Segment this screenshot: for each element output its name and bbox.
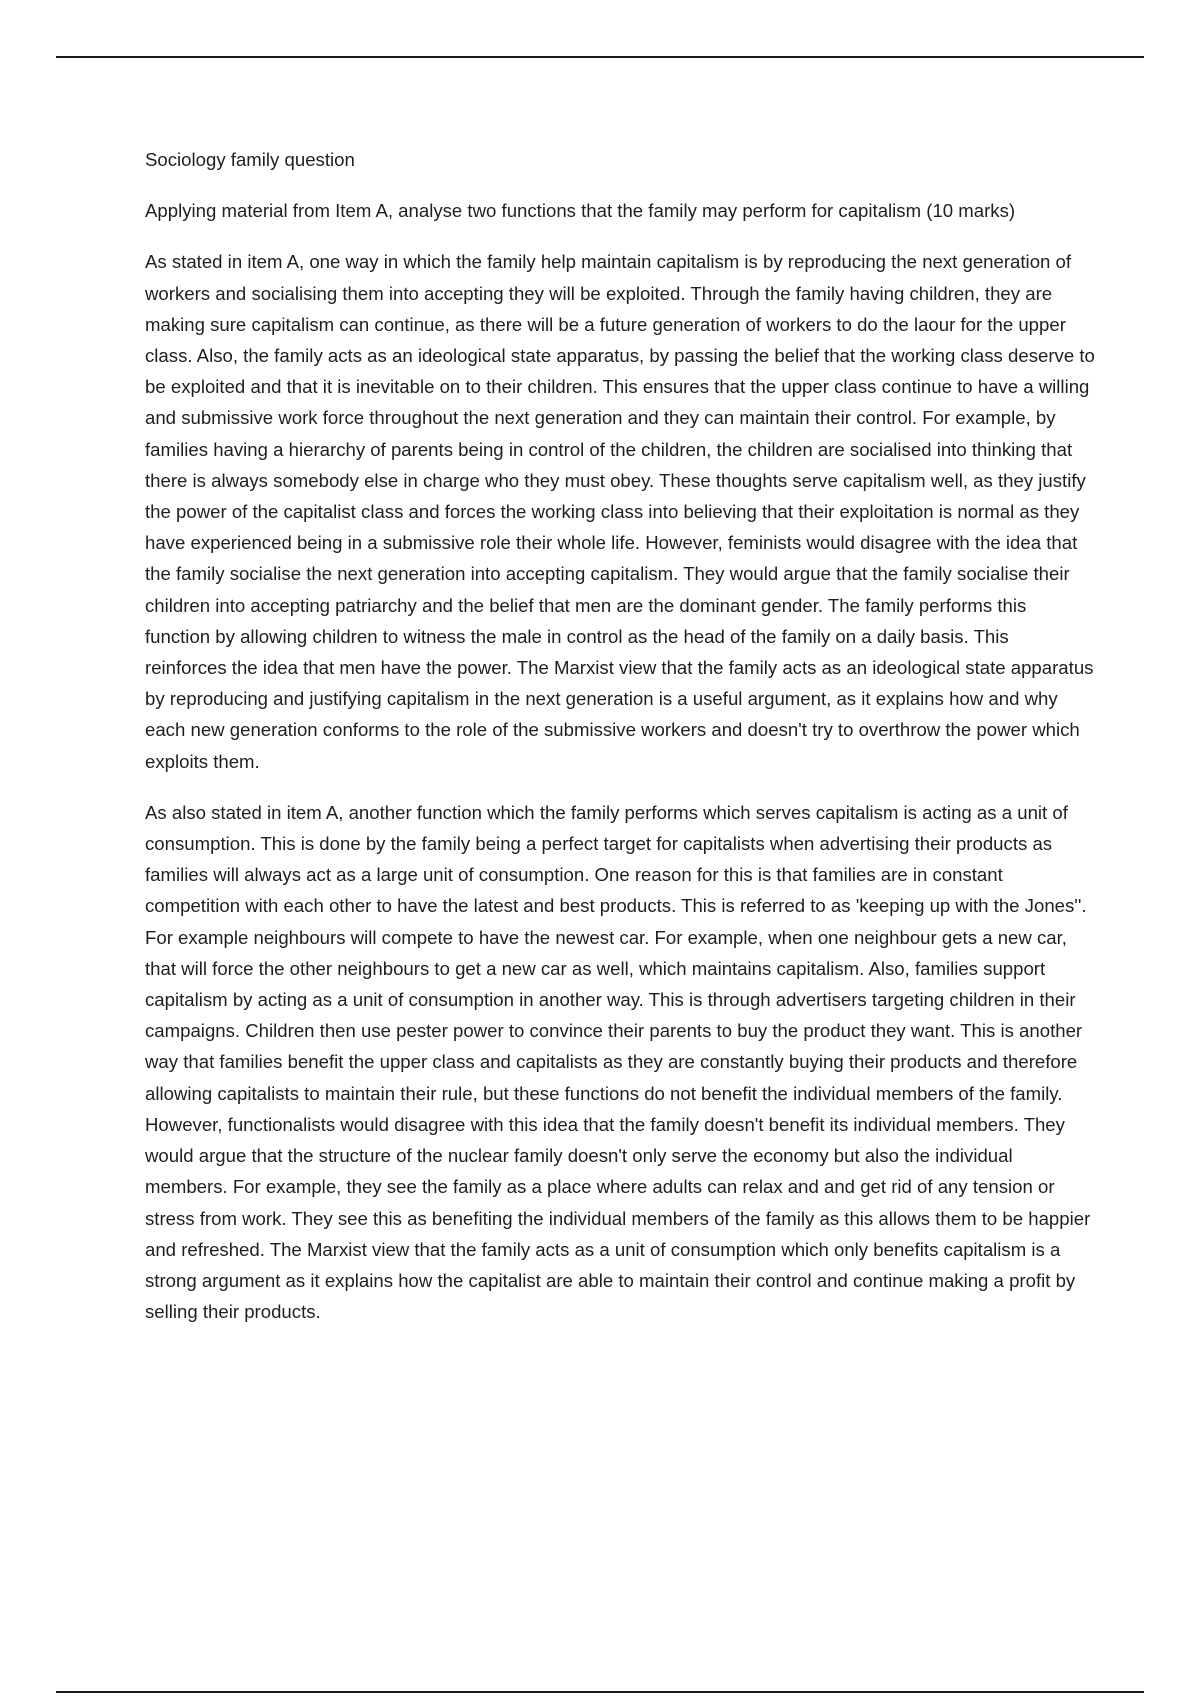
document-body xyxy=(145,144,1095,1327)
footer-rule xyxy=(56,1691,1144,1693)
paragraph-1: As stated in item A, one way in which the family help maintain capitalism is by reproducing the next generation of workers and socialising them into accepting they will be exploited. Through the family having children, they are making sure capitalism can continue, as there will be a future generation of workers to do the laour for the upper class. Also, the family acts as an ideological state apparatus, by passing the belief that the working class deserve to be exploited and that it is inevitable on to their children. This ensures that the upper class continue to have a willing and submissive work force throughout the next generation and they can maintain their control. For example, by families having a hierarchy of parents being in control of the children, the children are socialised into thinking that there is always somebody else in charge who they must obey. These thoughts serve capitalism well, as they justify the power of the capitalist class and forces the working class into believing that their exploitation is normal as they have experienced being in a submissive role their whole life. However, feminists would disagree with the idea that the family socialise the next generation into accepting capitalism. They would argue that the family socialise their children into accepting patriarchy and the belief that men are the dominant gender. The family performs this function by allowing children to witness the male in control as the head of the family on a daily basis. This reinforces the idea that men have the power. The Marxist view that the family acts as an ideological state apparatus by reproducing and justifying capitalism in the next generation is a useful argument, as it explains how and why each new generation conforms to the role of the submissive workers and doesn't try to overthrow the power which exploits them. xyxy=(145,251,1095,772)
question-text: Applying material from Item A, analyse two functions that the family may perform for capitalism (10 marks) xyxy=(145,200,1016,222)
document-title: Sociology family question xyxy=(145,149,355,170)
paragraph-2: As also stated in item A, another function which the family performs which serves capitalism is acting as a unit of consumption. This is done by the family being a perfect target for capitalists when advertising their products as families will always act as a large unit of consumption. One reason for this is that families are in constant competition with each other to have the latest and best products. This is referred to as 'keeping up with the Jones''. For example neighbours will compete to have the newest car. For example, when one neighbour gets a new car, that will force the other neighbours to get a new car as well, which maintains capitalism. Also, families support capitalism by acting as a unit of consumption in another way. This is through advertisers targeting children in their campaigns. Children then use pester power to convince their parents to buy the product they want. This is another way that families benefit the upper class and capitalists as they are constantly buying their products and therefore allowing capitalists to maintain their rule, but these functions do not benefit the individual members of the family. However, functionalists would disagree with this idea that the family doesn't benefit its individual members. They would argue that the structure of the nuclear family doesn't only serve the economy but also the individual members. For example, they see the family as a place where adults can relax and and get rid of any tension or stress from work. They see this as benefiting the individual members of the family as this allows them to be happier and refreshed. The Marxist view that the family acts as a unit of consumption which only benefits capitalism is a strong argument as it explains how the capitalist are able to maintain their control and continue making a profit by selling their products. xyxy=(145,801,1091,1323)
header-rule xyxy=(56,56,1144,58)
